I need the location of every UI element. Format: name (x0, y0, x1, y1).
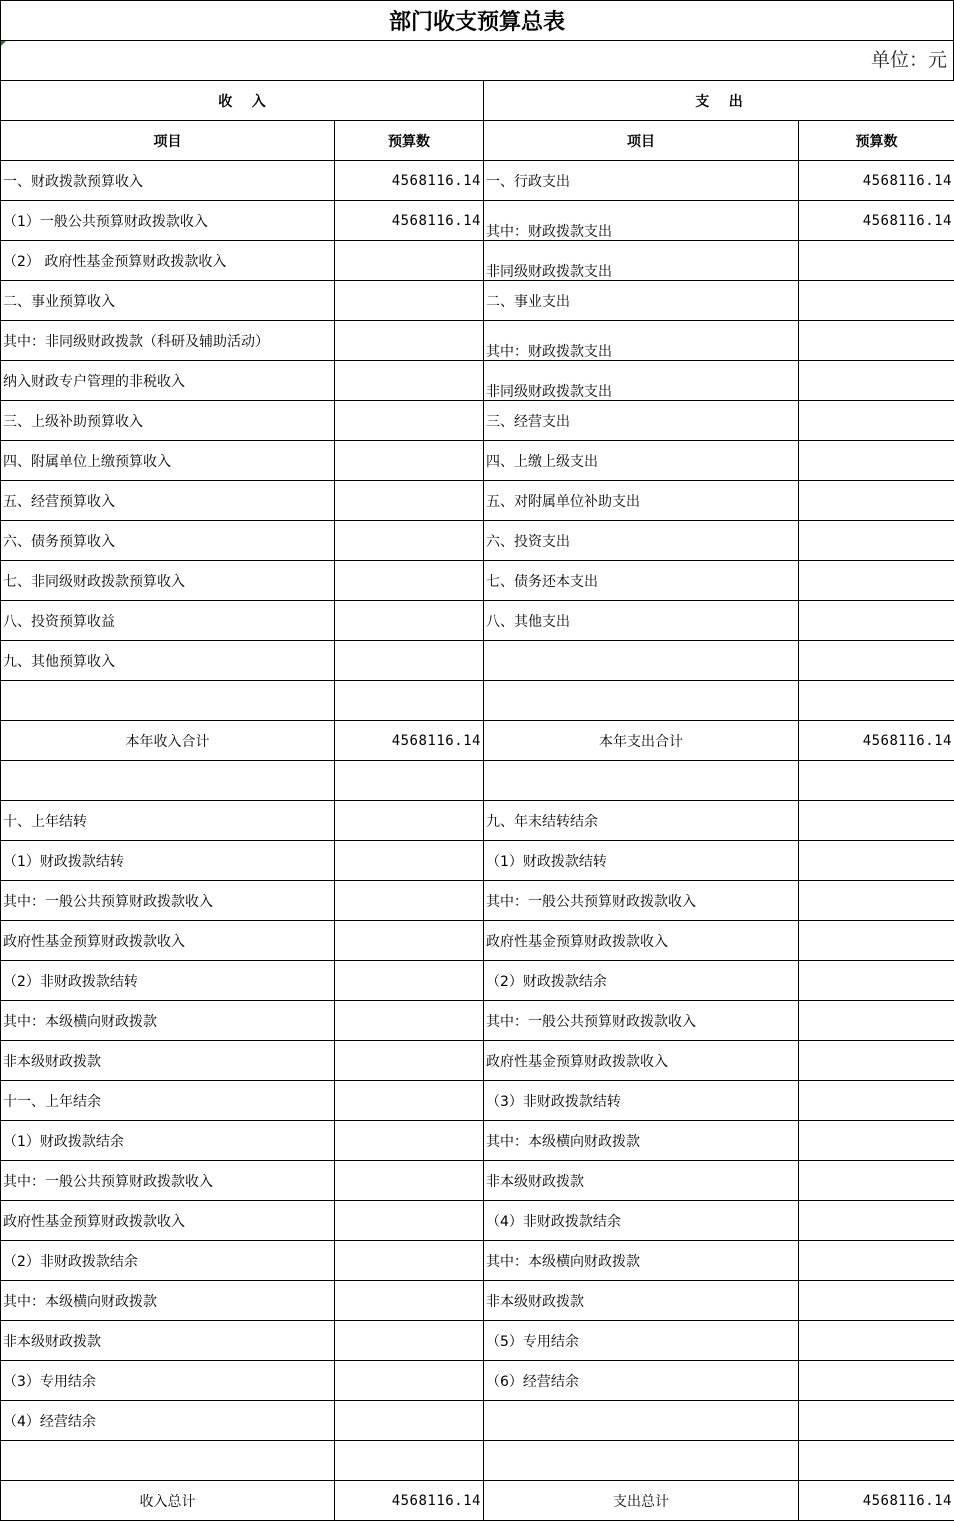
table-row (1, 1241, 954, 1281)
income-amount-cell (335, 1321, 484, 1361)
income-item-cell: （1）一般公共预算财政拨款收入 (1, 201, 335, 241)
income-section-header: 收 入 (1, 81, 484, 121)
expense-item-cell: 其中：财政拨款支出 (484, 201, 799, 241)
income-item-cell: 十、上年结转 (1, 801, 335, 841)
income-amount-cell (335, 641, 484, 681)
expense-item-cell: 三、经营支出 (484, 401, 799, 441)
income-amount-cell: 4568116.14 (335, 1481, 484, 1521)
income-item-cell: 政府性基金预算财政拨款收入 (1, 921, 335, 961)
section-header-row (1, 81, 954, 121)
income-item-cell: 九、其他预算收入 (1, 641, 335, 681)
income-amount-cell (335, 921, 484, 961)
expense-amount-cell (799, 1321, 954, 1361)
expense-section-header: 支 出 (484, 81, 954, 121)
income-amount-cell (335, 801, 484, 841)
budget-table (0, 80, 954, 1521)
table-row (1, 1201, 954, 1241)
expense-item-cell: 六、投资支出 (484, 521, 799, 561)
income-amount-cell (335, 1121, 484, 1161)
expense-item-cell: 政府性基金预算财政拨款收入 (484, 921, 799, 961)
table-row (1, 441, 954, 481)
expense-item-cell: 支出总计 (484, 1481, 799, 1521)
income-amount-cell: 4568116.14 (335, 161, 484, 201)
expense-item-cell (484, 761, 799, 801)
table-row (1, 481, 954, 521)
table-row (1, 361, 954, 401)
expense-amount-cell (799, 681, 954, 721)
expense-item-cell (484, 1401, 799, 1441)
expense-item-cell: （6）经营结余 (484, 1361, 799, 1401)
income-item-cell: （1）财政拨款结余 (1, 1121, 335, 1161)
income-item-cell: 六、债务预算收入 (1, 521, 335, 561)
income-amount-cell (335, 1361, 484, 1401)
table-row (1, 641, 954, 681)
table-row (1, 801, 954, 841)
expense-item-cell: 政府性基金预算财政拨款收入 (484, 1041, 799, 1081)
expense-amount-cell (799, 1441, 954, 1481)
income-item-cell: 其中：非同级财政拨款（科研及辅助活动） (1, 321, 335, 361)
income-item-cell: 其中：本级横向财政拨款 (1, 1281, 335, 1321)
table-row (1, 1281, 954, 1321)
income-item-cell: 其中：一般公共预算财政拨款收入 (1, 881, 335, 921)
expense-amount-cell (799, 441, 954, 481)
expense-item-cell: 九、年末结转结余 (484, 801, 799, 841)
expense-amount-cell (799, 1361, 954, 1401)
income-amount-cell (335, 601, 484, 641)
expense-item-cell: 其中：本级横向财政拨款 (484, 1241, 799, 1281)
total-row (1, 721, 954, 761)
income-item-cell: （2）非财政拨款结余 (1, 1241, 335, 1281)
income-item-cell: （2）非财政拨款结转 (1, 961, 335, 1001)
income-amount-cell (335, 521, 484, 561)
expense-item-cell: 其中：财政拨款支出 (484, 321, 799, 361)
expense-amount-cell: 4568116.14 (799, 1481, 954, 1521)
expense-item-cell: 非同级财政拨款支出 (484, 361, 799, 401)
expense-amount-cell (799, 1401, 954, 1441)
expense-item-cell: 二、事业支出 (484, 281, 799, 321)
income-amount-cell (335, 361, 484, 401)
income-amount-cell (335, 1161, 484, 1201)
income-amount-header: 预算数 (335, 121, 484, 161)
expense-amount-cell: 4568116.14 (799, 161, 954, 201)
income-amount-cell (335, 881, 484, 921)
income-amount-cell (335, 481, 484, 521)
expense-item-cell: （3）非财政拨款结转 (484, 1081, 799, 1121)
table-row (1, 921, 954, 961)
income-amount-cell: 4568116.14 (335, 721, 484, 761)
income-item-cell: 七、非同级财政拨款预算收入 (1, 561, 335, 601)
income-item-cell: 政府性基金预算财政拨款收入 (1, 1201, 335, 1241)
table-row (1, 1001, 954, 1041)
table-row (1, 281, 954, 321)
expense-item-header: 项目 (484, 121, 799, 161)
expense-amount-cell (799, 1201, 954, 1241)
table-row (1, 961, 954, 1001)
expense-item-cell: （2）财政拨款结余 (484, 961, 799, 1001)
column-header-row (1, 121, 954, 161)
income-item-cell (1, 1441, 335, 1481)
income-item-cell: 本年收入合计 (1, 721, 335, 761)
expense-amount-cell: 4568116.14 (799, 201, 954, 241)
income-amount-cell (335, 441, 484, 481)
income-amount-cell (335, 1401, 484, 1441)
expense-amount-cell (799, 961, 954, 1001)
expense-amount-cell (799, 321, 954, 361)
table-title: 部门收支预算总表 (0, 0, 954, 40)
income-amount-cell (335, 961, 484, 1001)
income-amount-cell (335, 1041, 484, 1081)
income-item-cell (1, 761, 335, 801)
income-item-cell: 四、附属单位上缴预算收入 (1, 441, 335, 481)
table-row (1, 321, 954, 361)
expense-item-cell: 非本级财政拨款 (484, 1161, 799, 1201)
expense-amount-header: 预算数 (799, 121, 954, 161)
table-row (1, 761, 954, 801)
income-amount-cell (335, 241, 484, 281)
expense-item-cell: 其中：一般公共预算财政拨款收入 (484, 881, 799, 921)
expense-item-cell: 非同级财政拨款支出 (484, 241, 799, 281)
expense-item-cell: 其中：一般公共预算财政拨款收入 (484, 1001, 799, 1041)
table-row (1, 241, 954, 281)
expense-item-cell (484, 1441, 799, 1481)
unit-label-cell (0, 40, 954, 80)
income-amount-cell (335, 401, 484, 441)
table-row (1, 1121, 954, 1161)
income-item-cell: 二、事业预算收入 (1, 281, 335, 321)
income-item-cell: 十一、上年结余 (1, 1081, 335, 1121)
expense-item-cell (484, 641, 799, 681)
expense-amount-cell (799, 1281, 954, 1321)
expense-amount-cell (799, 801, 954, 841)
income-item-cell: 五、经营预算收入 (1, 481, 335, 521)
table-row (1, 521, 954, 561)
table-row (1, 1081, 954, 1121)
expense-amount-cell (799, 521, 954, 561)
income-item-cell: 纳入财政专户管理的非税收入 (1, 361, 335, 401)
expense-item-cell: （4）非财政拨款结余 (484, 1201, 799, 1241)
income-item-cell: 其中：本级横向财政拨款 (1, 1001, 335, 1041)
table-row (1, 1161, 954, 1201)
expense-item-cell: 本年支出合计 (484, 721, 799, 761)
income-item-cell: （1）财政拨款结转 (1, 841, 335, 881)
expense-amount-cell (799, 561, 954, 601)
income-amount-cell (335, 1281, 484, 1321)
income-item-cell: 三、上级补助预算收入 (1, 401, 335, 441)
expense-amount-cell (799, 241, 954, 281)
expense-amount-cell (799, 921, 954, 961)
expense-amount-cell (799, 481, 954, 521)
table-row (1, 561, 954, 601)
income-amount-cell (335, 1001, 484, 1041)
expense-item-cell: （5）专用结余 (484, 1321, 799, 1361)
income-item-cell: 一、财政拨款预算收入 (1, 161, 335, 201)
expense-amount-cell (799, 641, 954, 681)
expense-amount-cell (799, 281, 954, 321)
expense-amount-cell (799, 841, 954, 881)
income-item-cell: （4）经营结余 (1, 1401, 335, 1441)
table-row (1, 201, 954, 241)
expense-item-cell: 五、对附属单位补助支出 (484, 481, 799, 521)
expense-item-cell: 七、债务还本支出 (484, 561, 799, 601)
income-amount-cell (335, 561, 484, 601)
income-item-cell: （2） 政府性基金预算财政拨款收入 (1, 241, 335, 281)
table-row (1, 401, 954, 441)
expense-item-cell: 其中：本级横向财政拨款 (484, 1121, 799, 1161)
income-item-cell: （3）专用结余 (1, 1361, 335, 1401)
total-row (1, 1481, 954, 1521)
expense-amount-cell (799, 1001, 954, 1041)
expense-amount-cell (799, 761, 954, 801)
income-item-cell: 非本级财政拨款 (1, 1041, 335, 1081)
income-item-header: 项目 (1, 121, 335, 161)
expense-item-cell (484, 681, 799, 721)
expense-item-cell: 一、行政支出 (484, 161, 799, 201)
table-row (1, 1361, 954, 1401)
expense-item-cell: 非本级财政拨款 (484, 1281, 799, 1321)
income-amount-cell (335, 1201, 484, 1241)
expense-item-cell: （1）财政拨款结转 (484, 841, 799, 881)
income-item-cell: 八、投资预算收益 (1, 601, 335, 641)
expense-amount-cell (799, 1041, 954, 1081)
table-row (1, 601, 954, 641)
table-row (1, 1041, 954, 1081)
expense-amount-cell (799, 881, 954, 921)
table-row (1, 681, 954, 721)
expense-amount-cell (799, 1081, 954, 1121)
income-amount-cell: 4568116.14 (335, 201, 484, 241)
income-amount-cell (335, 321, 484, 361)
table-row (1, 1321, 954, 1361)
expense-amount-cell (799, 601, 954, 641)
income-amount-cell (335, 761, 484, 801)
unit-label: 单位：元 (870, 50, 947, 71)
expense-amount-cell (799, 1121, 954, 1161)
income-amount-cell (335, 1441, 484, 1481)
income-item-cell: 其中：一般公共预算财政拨款收入 (1, 1161, 335, 1201)
expense-item-cell: 四、上缴上级支出 (484, 441, 799, 481)
expense-amount-cell (799, 1241, 954, 1281)
expense-amount-cell: 4568116.14 (799, 721, 954, 761)
income-amount-cell (335, 281, 484, 321)
cell-marker-icon (1, 41, 6, 46)
table-row (1, 881, 954, 921)
income-item-cell (1, 681, 335, 721)
table-row (1, 1401, 954, 1441)
expense-amount-cell (799, 1161, 954, 1201)
table-row (1, 1441, 954, 1481)
income-item-cell: 收入总计 (1, 1481, 335, 1521)
expense-amount-cell (799, 401, 954, 441)
table-row (1, 161, 954, 201)
expense-item-cell: 八、其他支出 (484, 601, 799, 641)
expense-amount-cell (799, 361, 954, 401)
income-amount-cell (335, 841, 484, 881)
table-row (1, 841, 954, 881)
income-amount-cell (335, 681, 484, 721)
income-item-cell: 非本级财政拨款 (1, 1321, 335, 1361)
income-amount-cell (335, 1081, 484, 1121)
income-amount-cell (335, 1241, 484, 1281)
